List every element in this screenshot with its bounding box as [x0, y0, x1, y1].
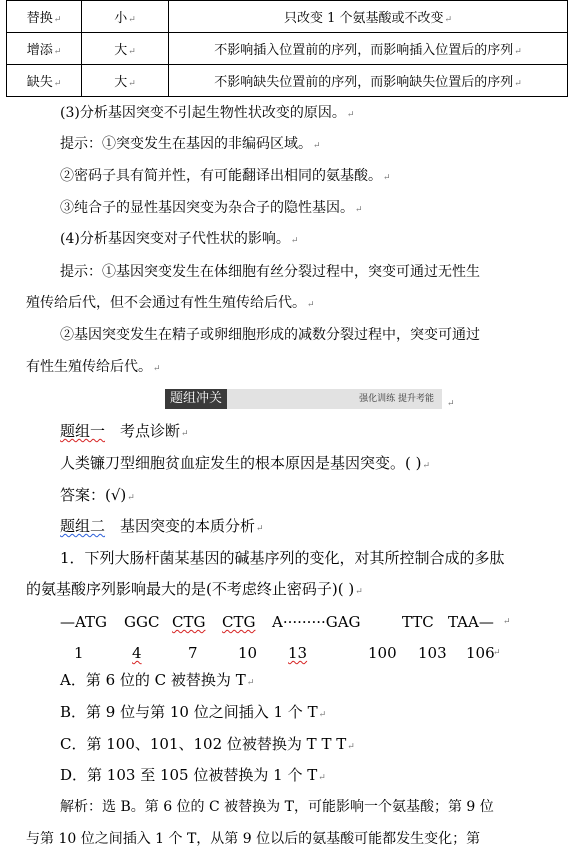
paragraph-mark: ↵ [447, 399, 455, 409]
codon: TAA— [448, 613, 494, 631]
codon: GGC [124, 613, 160, 631]
group1-answer: 答案：(√)↵ [60, 486, 135, 504]
section4-tip2-line2: 有性生殖传给后代。↵ [26, 359, 161, 375]
table-cell-impact: 大↵ [82, 33, 169, 65]
position-number: 13 [288, 644, 308, 662]
section3-tip2: ②密码子具有简并性，有可能翻译出相同的氨基酸。↵ [60, 168, 391, 184]
table-row [7, 65, 568, 97]
codon: —ATG [60, 613, 107, 631]
codon: CTG [222, 613, 256, 631]
group1-question: 人类镰刀型细胞贫血症发生的根本原因是基因突变。( )↵ [60, 454, 431, 472]
table-cell-type: 缺失↵ [7, 65, 82, 97]
paragraph-mark: ↵ [503, 617, 511, 627]
section3-tip1: 提示：①突变发生在基因的非编码区域。↵ [60, 136, 321, 152]
position-number: 10 [238, 644, 258, 662]
table-cell-impact: 小↵ [82, 1, 169, 33]
option-c: C．第 100、101、102 位被替换为 T T T↵ [60, 735, 355, 753]
banner-title: 题组冲关 [165, 389, 227, 409]
position-number: 106 [466, 644, 495, 662]
option-a: A．第 6 位的 C 被替换为 T↵ [60, 671, 255, 689]
codon: TTC [402, 613, 434, 631]
group2-question-line2: 的氨基酸序列影响最大的是(不考虑终止密码子)( )↵ [26, 580, 363, 598]
codon: CTG [172, 613, 206, 631]
option-d: D．第 103 至 105 位被替换为 1 个 T↵ [60, 766, 326, 784]
section4-tip1-line2: 殖传给后代，但不会通过有性生殖传给后代。↵ [26, 295, 315, 311]
explanation-line1: 解析：选 B。第 6 位的 C 被替换为 T，可能影响一个氨基酸；第 9 位 [60, 799, 494, 815]
table-row [7, 33, 568, 65]
section4-heading: (4)分析基因突变对子代性状的影响。↵ [60, 231, 299, 247]
section-banner [165, 389, 442, 409]
table-row [7, 1, 568, 33]
table-cell-type: 替换↵ [7, 1, 82, 33]
section4-tip2-line1: ②基因突变发生在精子或卵细胞形成的减数分裂过程中，突变可通过 [60, 327, 480, 343]
table-cell-impact: 大↵ [82, 65, 169, 97]
table-cell-type: 增添↵ [7, 33, 82, 65]
paragraph-mark: ↵ [493, 648, 501, 658]
position-number: 103 [418, 644, 447, 662]
group2-header: 题组二 基因突变的本质分析↵ [60, 517, 264, 535]
position-number: 4 [132, 644, 142, 662]
table-cell-effect: 不影响缺失位置前的序列，而影响缺失位置后的序列↵ [169, 65, 568, 97]
position-number: 7 [188, 644, 198, 662]
position-number: 1 [74, 644, 84, 662]
base-positions [0, 643, 582, 665]
section3-tip3: ③纯合子的显性基因突变为杂合子的隐性基因。↵ [60, 200, 363, 216]
explanation-line2: 与第 10 位之间插入 1 个 T，从第 9 位以后的氨基酸可能都发生变化；第 [26, 831, 481, 847]
banner-subtitle: 强化训练 提升考能 [359, 394, 434, 404]
table-cell-effect: 不影响插入位置前的序列，而影响插入位置后的序列↵ [169, 33, 568, 65]
section4-tip1-line1: 提示：①基因突变发生在体细胞有丝分裂过程中，突变可通过无性生 [60, 264, 480, 280]
table-cell-effect: 只改变 1 个氨基酸或不改变↵ [169, 1, 568, 33]
section3-heading: (3)分析基因突变不引起生物性状改变的原因。↵ [60, 105, 355, 121]
option-b: B．第 9 位与第 10 位之间插入 1 个 T↵ [60, 703, 327, 721]
position-number: 100 [368, 644, 397, 662]
base-sequence [0, 612, 582, 634]
group1-header: 题组一 考点诊断↵ [60, 422, 189, 440]
group2-question-line1: 1．下列大肠杆菌某基因的碱基序列的变化，对其所控制合成的多肽 [60, 549, 505, 567]
codon: A·········GAG [272, 613, 361, 631]
mutation-type-table [6, 0, 568, 97]
